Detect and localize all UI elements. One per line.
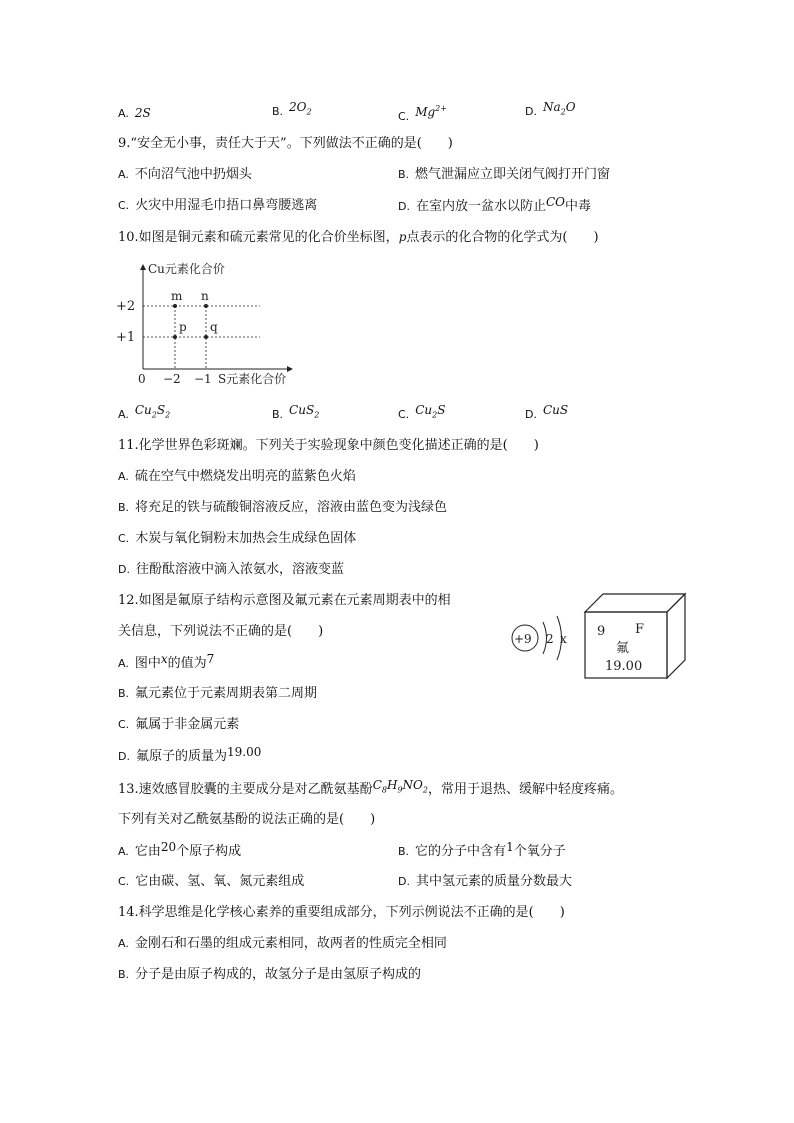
q11-option-b: B. 将充足的铁与硫酸铜溶液反应，溶液由蓝色变为浅绿色 [118,500,448,515]
fluorine-atom-diagram [505,610,580,670]
point-n [204,304,208,308]
q13-stem-line2: 下列有关对乙酰氨基酚的说法正确的是( ) [118,812,376,827]
atomic-number: 9 [597,624,606,639]
q12-option-d: D. 氟原子的质量为19.00 [118,745,262,764]
q13-option-b: B. 它的分子中含有1个氧分子 [398,840,566,859]
x-axis-label: S元素化合价 [218,372,287,386]
q10-option-a: A. $Cu_2S_2$ [118,403,171,421]
q13-option-a: A. 它由20个原子构成 [118,840,242,859]
point-m [173,304,177,308]
q9-option-a: A. 不向沼气池中扔烟头 [118,167,252,182]
q12-stem-line2: 关信息，下列说法不正确的是( ) [118,624,324,639]
q10-option-c: C. $Cu_2S$ [398,403,446,421]
q13-option-d: D. 其中氢元素的质量分数最大 [398,874,572,889]
q12-option-b: B. 氟元素位于元素周期表第二周期 [118,686,318,701]
q11-option-a: A. 硫在空气中燃烧发出明亮的蓝紫色火焰 [118,469,356,484]
q12-option-a: A. 图中x的值为7 [118,652,215,671]
point-p [173,335,177,339]
label-n: n [201,289,209,303]
shell-2-count: x [560,632,567,646]
atomic-mass: 19.00 [605,659,643,674]
q13-option-c: C. 它由碳、氢、氧、氮元素组成 [118,874,305,889]
q10-option-b: B. CuS$_2$ [272,403,320,421]
x-tick-0: 0 [138,372,146,386]
label-m: m [171,289,183,303]
q8-option-d: D. $Na_2O$ [525,100,576,118]
q10-stem: 10.如图是铜元素和硫元素常见的化合价坐标图，p点表示的化合物的化学式为( ) [118,230,599,245]
q11-option-d: D. 往酚酞溶液中滴入浓氨水，溶液变蓝 [118,562,344,577]
x-tick-minus2: −2 [163,372,181,386]
q14-stem: 14.科学思维是化学核心素养的重要组成部分，下列示例说法不正确的是( ) [118,905,565,920]
q8-option-c: C. $Mg^{2+}$ [398,104,447,123]
q13-stem-line1: 13.速效感冒胶囊的主要成分是对乙酰氨基酚$C_8H_9NO_2$，常用于退热、缓解中轻度疼痛。 [118,778,623,797]
q12-stem-line1: 12.如图是氟原子结构示意图及氟元素在元素周期表中的相 [118,593,451,608]
q10-option-d: D. CuS [525,403,569,421]
q11-stem: 11.化学世界色彩斑斓。下列关于实验现象中颜色变化描述正确的是( ) [118,438,539,453]
x-tick-minus1: −1 [194,372,212,386]
q14-option-b: B. 分子是由原子构成的，故氢分子是由氢原子构成的 [118,967,422,982]
label-p: p [179,320,187,334]
periodic-table-cell [583,592,688,682]
q9-option-d: D. 在室内放一盆水以防止CO中毒 [398,195,592,214]
q8-option-b: B. $2O_2$ [272,100,312,118]
element-name: 氟 [616,641,630,656]
y-axis-label: Cu元素化合价 [148,262,225,276]
q9-option-b: B. 燃气泄漏应立即关闭气阀打开门窗 [398,167,611,182]
label-q: q [210,320,218,334]
valence-graph [112,255,312,390]
point-q [204,335,208,339]
q11-option-c: C. 木炭与氧化铜粉末加热会生成绿色固体 [118,531,357,546]
y-tick-plus1: +1 [116,330,136,345]
q12-option-c: C. 氟属于非金属元素 [118,717,240,732]
shell-1-count: 2 [546,632,554,646]
q14-option-a: A. 金刚石和石墨的组成元素相同，故两者的性质完全相同 [118,936,447,951]
element-symbol: F [635,622,645,637]
q9-option-c: C. 火灾中用湿毛巾捂口鼻弯腰逃离 [118,198,318,213]
y-tick-plus2: +2 [116,299,136,314]
q9-stem: 9.“安全无小事，责任大于天”。下列做法不正确的是( ) [118,136,453,151]
q8-option-a: A. 2S [118,106,151,120]
nucleus-charge: +9 [514,632,532,646]
acetaminophen-formula: $C_8H_9NO_2$ [372,778,428,795]
